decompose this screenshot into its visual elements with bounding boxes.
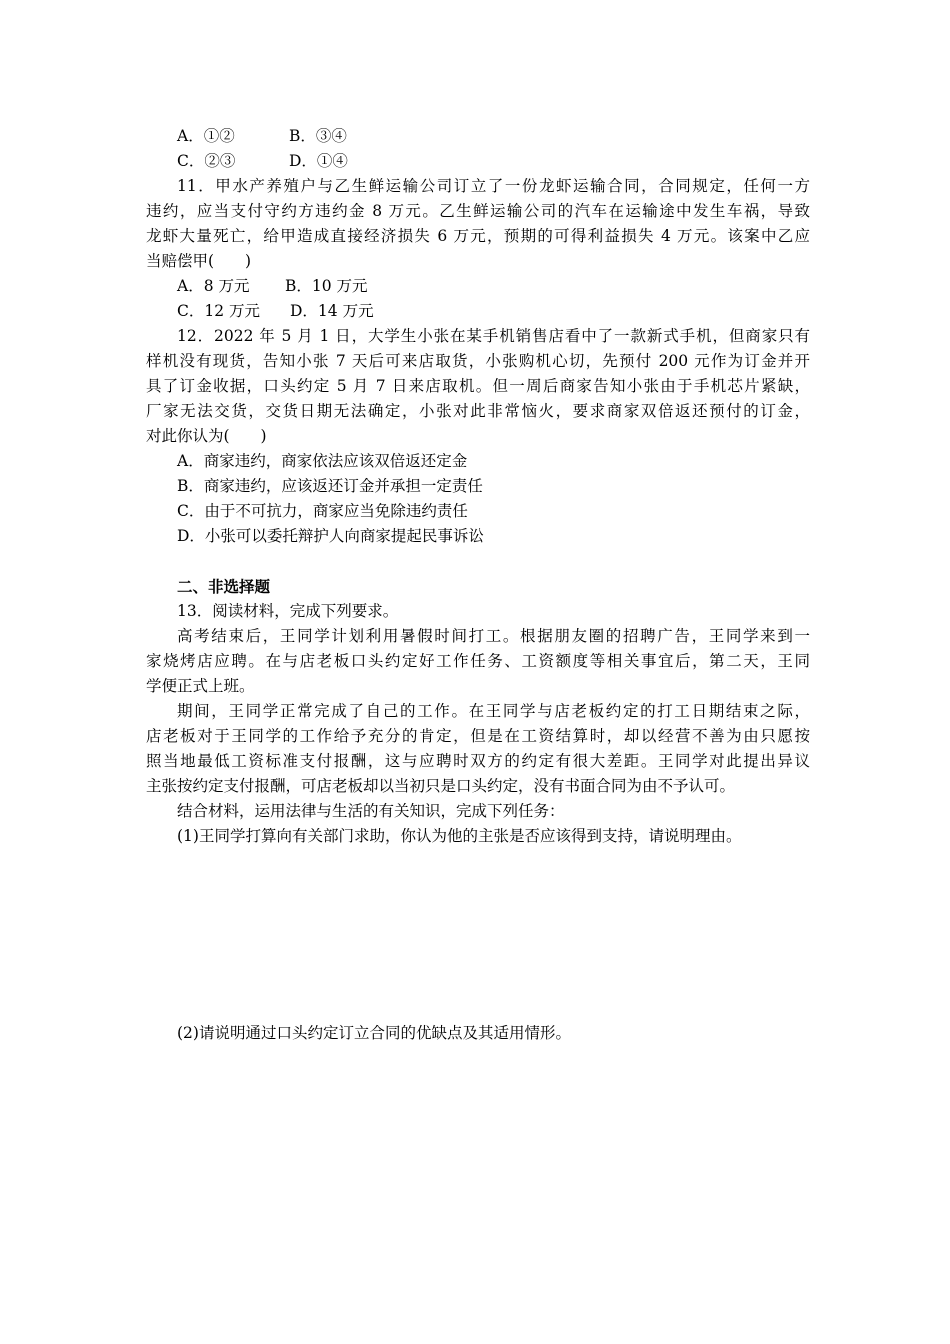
q10-option-d[interactable]: D．①④ [289,152,348,170]
q11-option-d[interactable]: D．14 万元 [290,302,374,320]
section-heading: 二、非选择题 [177,577,271,596]
q11-option-c[interactable]: C．12 万元 [177,302,261,320]
q12-option-a[interactable]: A．商家违约，商家依法应该双倍返还定金 [177,452,468,470]
q10-option-b[interactable]: B．③④ [289,127,347,145]
q11-option-b[interactable]: B．10 万元 [285,277,368,295]
q11-stem-line-1: 11．甲水产养殖户与乙生鲜运输公司订立了一份龙虾运输合同，合同规定，任何一方 [177,177,810,195]
q12-option-d[interactable]: D．小张可以委托辩护人向商家提起民事诉讼 [177,527,484,545]
material-para2-line-3: 照当地最低工资标准支付报酬，这与应聘时双方的约定有很大差距。王同学对此提出异议 [146,752,810,770]
q12-stem-line-2: 样机没有现货，告知小张 7 天后可来店取货，小张购机心切，先预付 200 元作为订金并开 [146,352,810,370]
material-para2-line-4: 主张按约定支付报酬，可店老板却以当初只是口头约定，没有书面合同为由不予认可。 [146,777,736,795]
task-2: (2)请说明通过口头约定订立合同的优缺点及其适用情形。 [177,1024,571,1042]
q11-option-a[interactable]: A．8 万元 [177,277,250,295]
q11-stem-line-3: 龙虾大量死亡，给甲造成直接经济损失 6 万元，预期的可得利益损失 4 万元。该案中乙应 [146,227,810,245]
q13-intro: 13．阅读材料，完成下列要求。 [177,602,399,620]
q10-options-row-1 [177,124,810,149]
q12-option-c[interactable]: C．由于不可抗力，商家应当免除违约责任 [177,502,468,520]
task-1: (1)王同学打算向有关部门求助，你认为他的主张是否应该得到支持，请说明理由。 [177,827,742,845]
q12-stem-line-1: 12．2022 年 5 月 1 日，大学生小张在某手机销售店看中了一款新式手机，但商家只有 [177,327,810,345]
material-para1-line-3: 学便正式上班。 [146,677,255,695]
q12-stem-line-5: 对此你认为( ) [146,427,267,445]
q10-option-a[interactable]: A．①② [177,127,235,145]
q11-options-row-2 [177,299,810,324]
q11-stem-line-4: 当赔偿甲( ) [146,252,252,270]
q10-options-row-2 [177,149,810,174]
q12-stem-line-4: 厂家无法交货，交货日期无法确定，小张对此非常恼火，要求商家双倍返还预付的订金， [146,402,810,420]
q11-options-row-1 [177,274,810,299]
q11-stem-line-2: 违约，应当支付守约方违约金 8 万元。乙生鲜运输公司的汽车在运输途中发生车祸，导致 [146,202,810,220]
material-para1-line-2: 家烧烤店应聘。在与店老板口头约定好工作任务、工资额度等相关事宜后，第二天，王同 [146,652,810,670]
q12-stem-line-3: 具了订金收据，口头约定 5 月 7 日来店取机。但一周后商家告知小张由于手机芯片紧缺， [146,377,810,395]
task-intro: 结合材料，运用法律与生活的有关知识，完成下列任务： [177,802,565,820]
material-para2-line-2: 店老板对于王同学的工作给予充分的肯定，但是在工资结算时，却以经营不善为由只愿按 [146,727,810,745]
q12-option-b[interactable]: B．商家违约，应该返还订金并承担一定责任 [177,477,483,495]
material-para2-line-1: 期间，王同学正常完成了自己的工作。在王同学与店老板约定的打工日期结束之际， [177,702,810,720]
material-para1-line-1: 高考结束后，王同学计划利用暑假时间打工。根据朋友圈的招聘广告，王同学来到一 [177,627,810,645]
q10-option-c[interactable]: C．②③ [177,152,236,170]
